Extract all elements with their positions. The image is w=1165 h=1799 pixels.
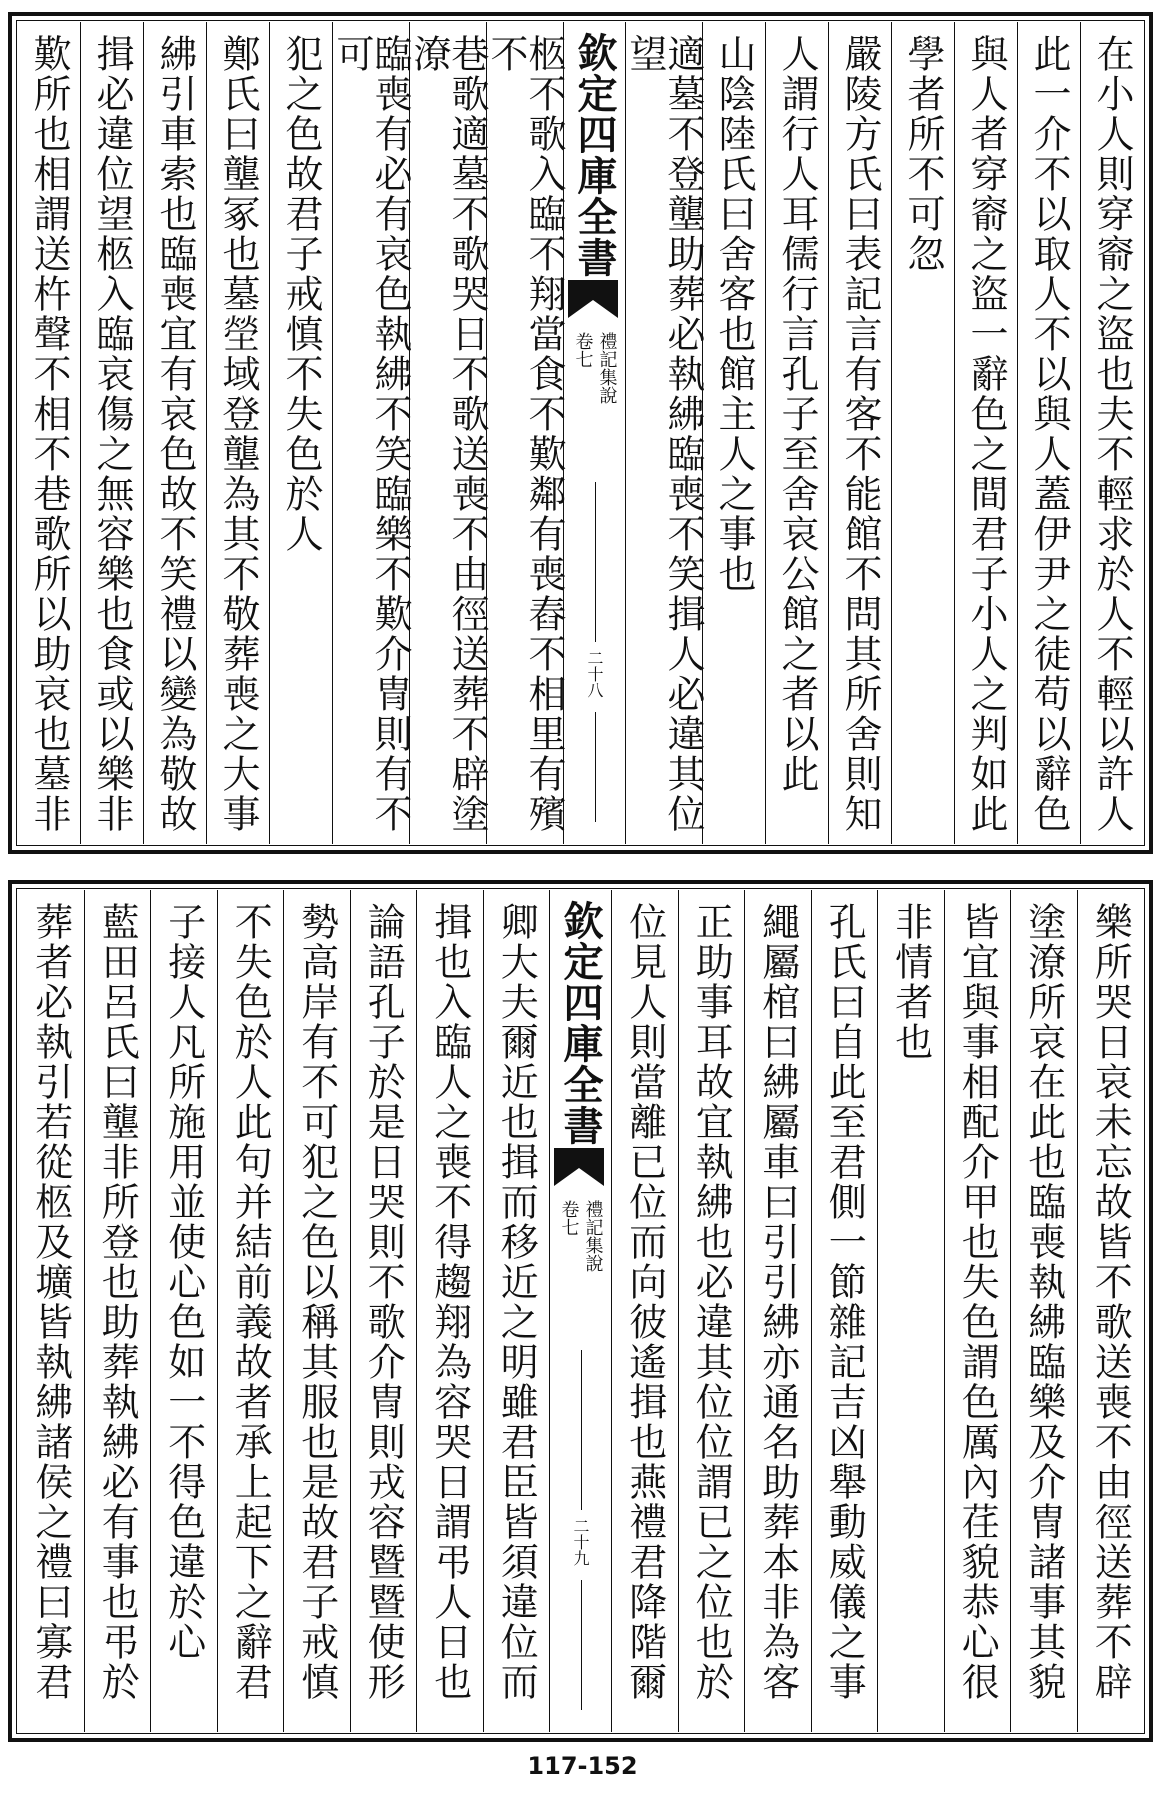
column-text: 勢高岸有不可犯之色以稱其服也是故君子戒慎 [294, 902, 339, 1702]
text-column [678, 890, 745, 1732]
center-fold [563, 22, 625, 844]
column-text: 藍田呂氏曰壟非所登也助葬執紼必有事也弔於 [95, 902, 140, 1702]
text-column [811, 890, 878, 1732]
column-text: 臨喪有必有哀色執紼不笑臨樂不歎介冑則有不可 [330, 34, 412, 834]
center-subtitle [570, 332, 619, 404]
text-column [944, 890, 1011, 1732]
text-column [143, 22, 206, 844]
text-column [611, 890, 678, 1732]
book-name: 禮記集說 [582, 1200, 604, 1272]
text-column [877, 890, 944, 1732]
folio-number: 二十九 [571, 1518, 590, 1566]
center-rule [595, 712, 596, 822]
center-fold [549, 890, 611, 1732]
column-text: 葬者必執引若從柩及壙皆執紼諸侯之禮曰寡君 [28, 902, 73, 1702]
column-text: 柩不歌入臨不翔當食不歎鄰有喪舂不相里有殯不 [484, 34, 566, 834]
top-columns [18, 22, 1143, 844]
column-text: 子接人凡所施用並使心色如一不得色違於心 [161, 902, 206, 1662]
column-text: 犯之色故君子戒慎不失色於人 [279, 34, 323, 554]
text-column [350, 890, 417, 1732]
column-text: 歎所也相謂送杵聲不相不巷歌所以助哀也墓非 [27, 34, 71, 834]
column-text: 揖也入臨人之喪不得趨翔為容哭日謂弔人日也 [427, 902, 472, 1702]
center-subtitle [556, 1200, 605, 1272]
text-column [150, 890, 217, 1732]
center-rule [595, 482, 596, 642]
column-text: 在小人則穿窬之盜也夫不輕求於人不輕以許人 [1090, 34, 1134, 834]
column-text: 孔氏曰自此至君側一節雜記吉凶舉動威儀之事 [822, 902, 867, 1702]
column-text: 鄭氏曰壟冢也墓塋域登壟為其不敬葬喪之大事 [216, 34, 260, 834]
text-column [330, 22, 412, 844]
book-title: 欽定四庫全書 [571, 32, 618, 278]
center-rule [581, 1350, 582, 1510]
text-column [407, 22, 489, 844]
column-text: 論語孔子於是日哭則不歌介冑則戎容暨暨使形 [361, 902, 406, 1702]
column-text: 紼引車索也臨喪宜有哀色故不笑禮以變為敬故 [153, 34, 197, 834]
text-column [1010, 890, 1077, 1732]
text-column [18, 890, 84, 1732]
text-column [416, 890, 483, 1732]
folio-number: 二十八 [585, 650, 604, 698]
text-column [84, 890, 151, 1732]
text-column [828, 22, 891, 844]
volume-number: 卷七 [558, 1200, 580, 1236]
text-column [1017, 22, 1080, 844]
text-column [283, 890, 350, 1732]
bottom-page [8, 880, 1153, 1742]
text-column [18, 22, 80, 844]
column-text: 此一介不以取人不以與人蓋伊尹之徒苟以辭色 [1027, 34, 1071, 834]
column-text: 嚴陵方氏曰表記言有客不能館不問其所舍則知 [838, 34, 882, 834]
column-text: 塗潦所哀在此也臨喪執紼臨樂及介冑諸事其貌 [1021, 902, 1066, 1702]
volume-number: 卷七 [572, 332, 594, 368]
text-column [483, 890, 550, 1732]
text-column [269, 22, 332, 844]
text-column [1077, 890, 1144, 1732]
column-text: 不失色於人此句并結前義故者承上起下之辭君 [228, 902, 273, 1702]
text-column [217, 890, 284, 1732]
column-text: 適墓不登壟助葬必執紼臨喪不笑揖人必違其位望 [623, 34, 705, 834]
text-column [744, 890, 811, 1732]
text-column [206, 22, 269, 844]
column-text: 山陰陸氏曰舍客也館主人之事也 [712, 34, 756, 594]
text-column [702, 22, 765, 844]
text-column [891, 22, 954, 844]
top-page [8, 12, 1153, 854]
text-column [765, 22, 828, 844]
column-text: 非情者也 [888, 902, 933, 1062]
column-text: 與人者穿窬之盜一辭色之間君子小人之判如此 [964, 34, 1008, 834]
fish-tail-icon [554, 1148, 604, 1186]
bottom-columns [18, 890, 1143, 1732]
column-text: 學者所不可忽 [901, 34, 945, 274]
page-number: 117-152 [527, 1752, 638, 1780]
text-column [1080, 22, 1143, 844]
text-column [80, 22, 143, 844]
center-rule [581, 1580, 582, 1710]
column-text: 正助事耳故宜執紼也必違其位位謂已之位也於 [689, 902, 734, 1702]
text-column [954, 22, 1017, 844]
column-text: 繩屬棺曰紼屬車曰引引紼亦通名助葬本非為客 [755, 902, 800, 1702]
book-name: 禮記集說 [596, 332, 618, 404]
column-text: 人謂行人耳儒行言孔子至舍哀公館之者以此 [775, 34, 819, 794]
text-column [484, 22, 566, 844]
column-text: 樂所哭日哀未忘故皆不歌送喪不由徑送葬不辟 [1088, 902, 1133, 1702]
column-text: 卿大夫爾近也揖而移近之明雖君臣皆須違位而 [494, 902, 539, 1702]
column-text: 揖必違位望柩入臨哀傷之無容樂也食或以樂非 [90, 34, 134, 834]
fish-tail-icon [568, 280, 618, 318]
book-title: 欽定四庫全書 [557, 900, 604, 1146]
text-column [623, 22, 705, 844]
column-text: 巷歌適墓不歌哭日不歌送喪不由徑送葬不辟塗潦 [407, 34, 489, 834]
column-text: 皆宜與事相配介甲也失色謂色厲內荏貌恭心很 [955, 902, 1000, 1702]
column-text: 位見人則當離已位而向彼遙揖也燕禮君降階爾 [622, 902, 667, 1702]
